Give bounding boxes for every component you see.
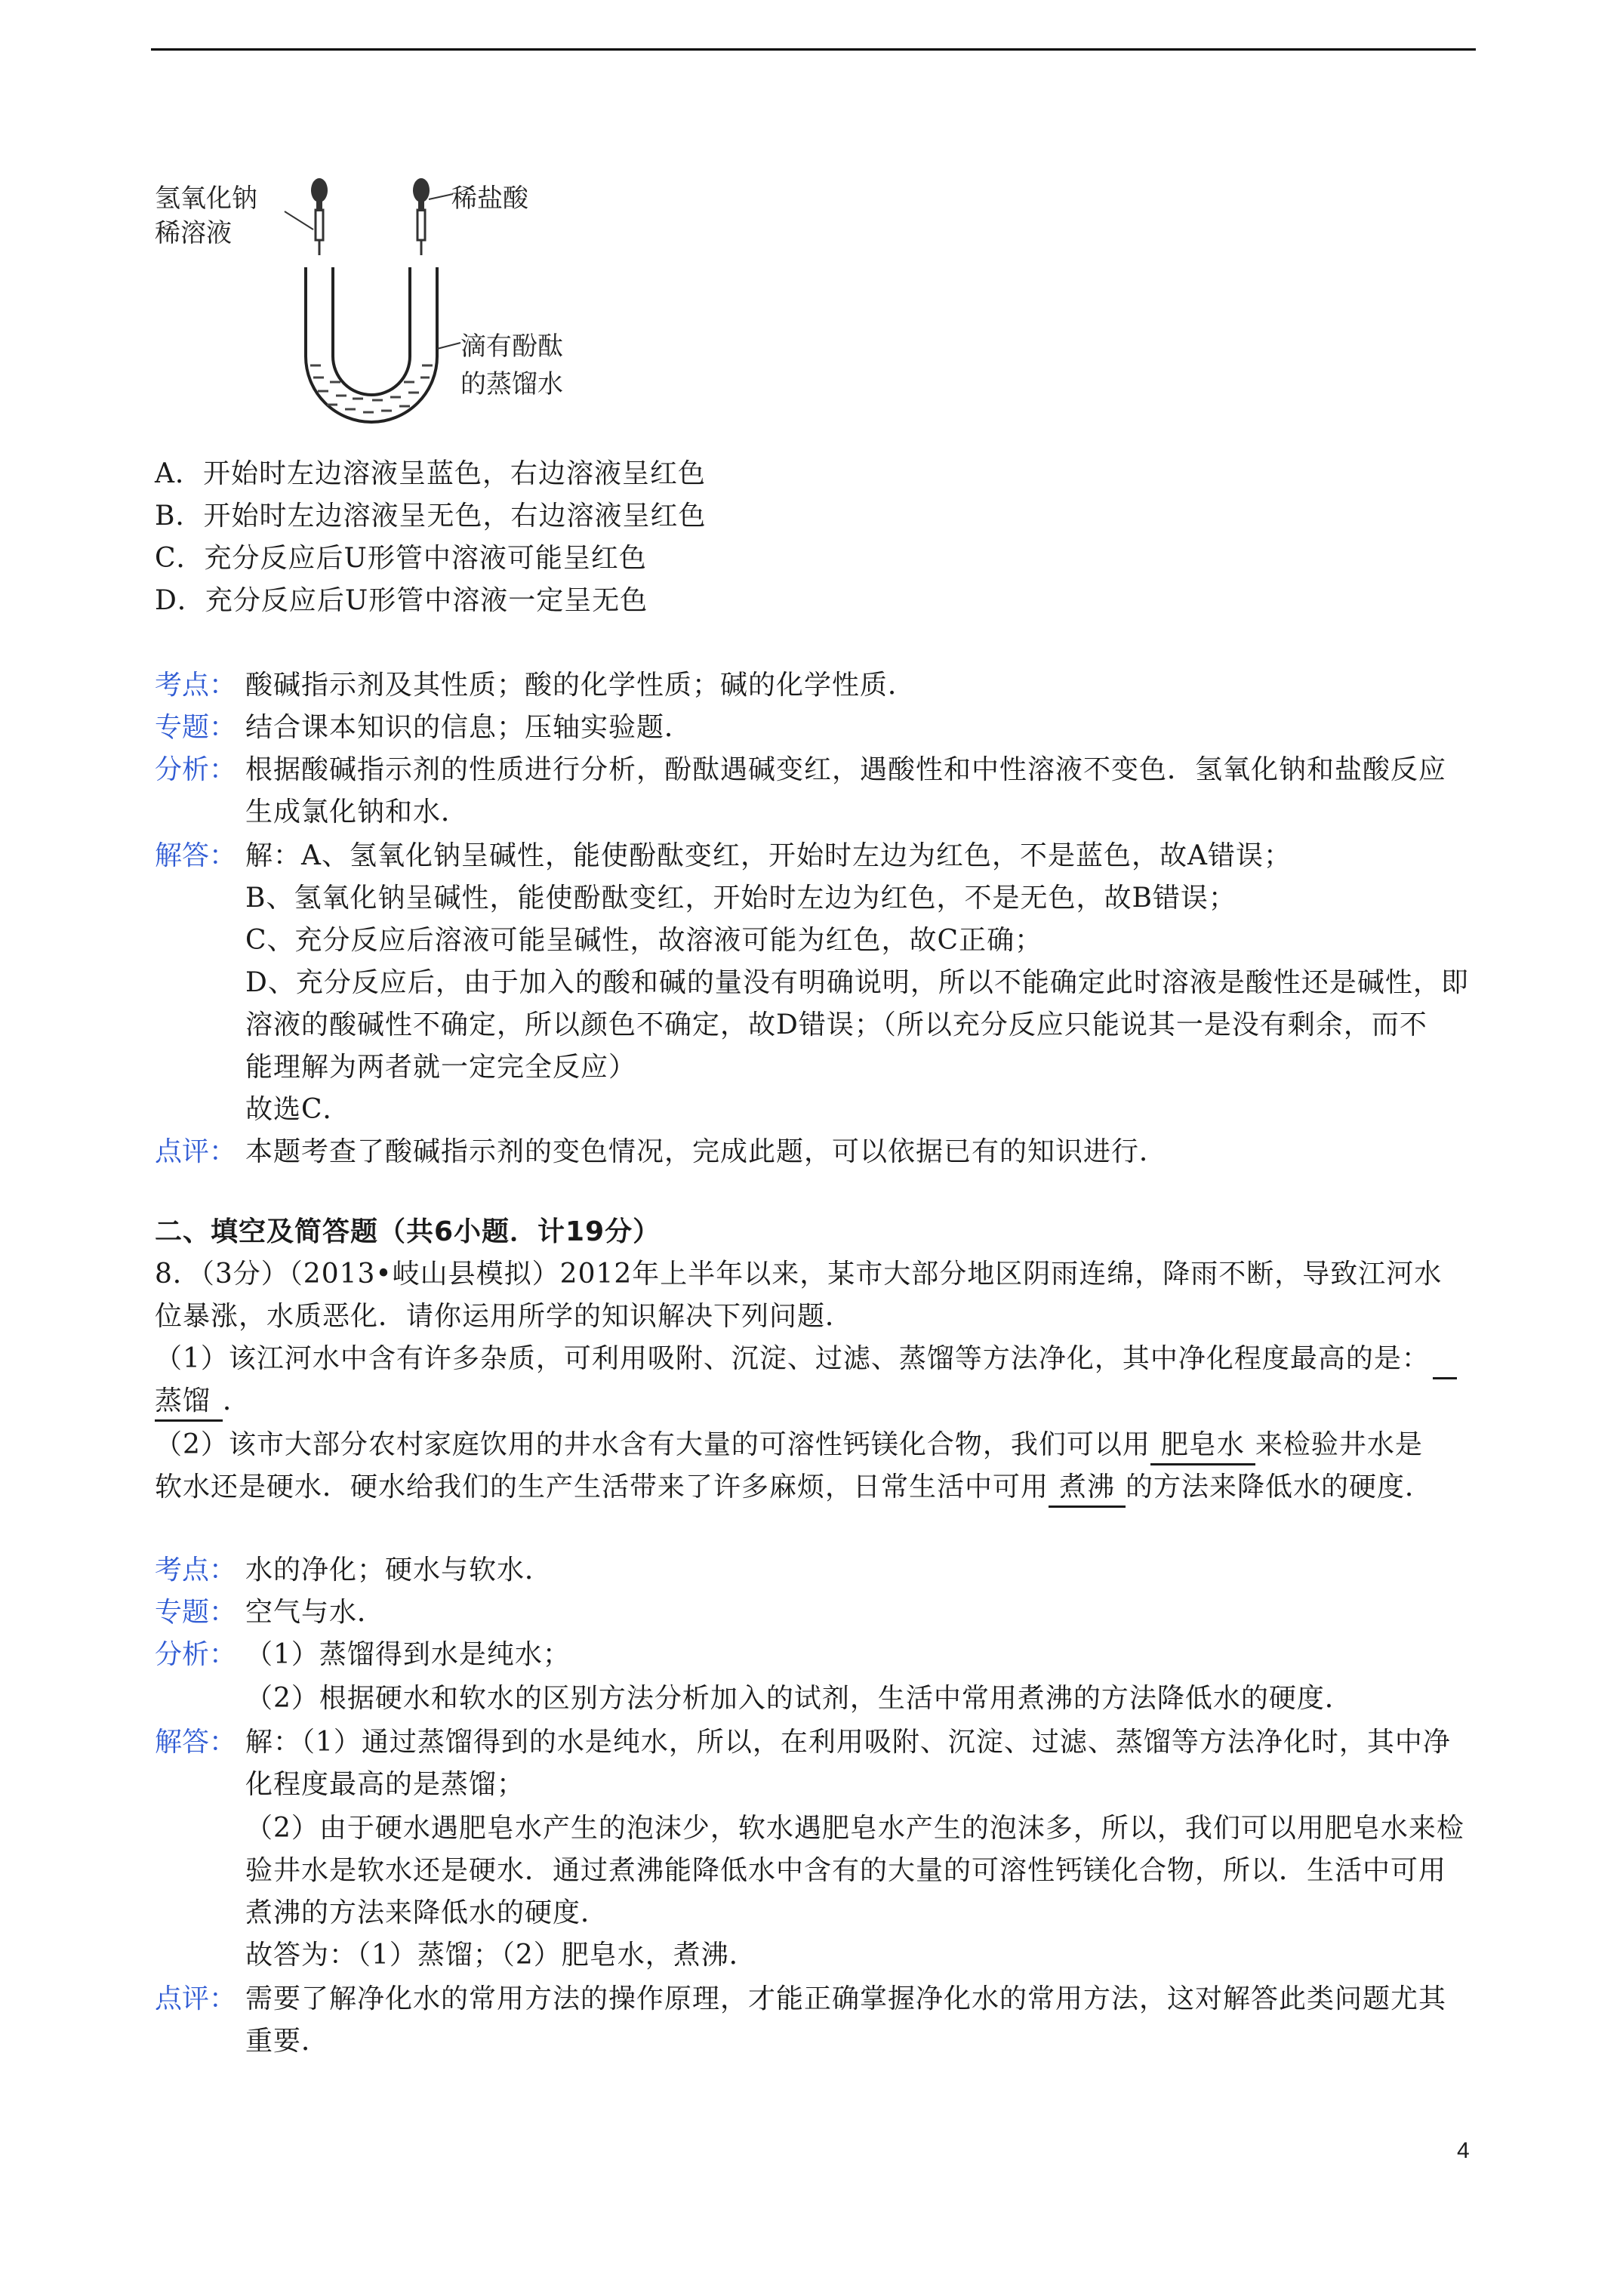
q7-jieda-line: 溶液的酸碱性不确定，所以颜色不确定，故D错误；（所以充分反应只能说其一是没有剩余，而不	[245, 1009, 1427, 1040]
right-dropper-icon	[413, 178, 430, 255]
header-rule	[151, 48, 1476, 51]
q7-fenxi-line: 根据酸碱指示剂的性质进行分析，酚酞遇碱变红，遇酸性和中性溶液不变色．氢氧化钠和盐酸反应	[245, 754, 1447, 785]
q8-dianping-line: 重要．	[245, 2026, 330, 2057]
q7-zhuanti: 结合课本知识的信息；压轴实验题．	[245, 712, 693, 743]
q7-fenxi-line: 生成氯化钠和水．	[245, 797, 470, 827]
label-naoh-line2: 稀溶液	[155, 218, 232, 248]
q8-part2-mid: 来检验井水是	[1255, 1429, 1423, 1460]
q8-kaodian-tag: 考点：	[155, 1555, 237, 1586]
q8-part2-line2-pre: 软水还是硬水．硬水给我们的生产生活带来了许多麻烦，日常生活中可用	[155, 1472, 1049, 1502]
label-water-line2: 的蒸馏水	[460, 369, 563, 399]
q7-kaodian: 酸碱指示剂及其性质；酸的化学性质；碱的化学性质．	[245, 670, 916, 701]
q7-jieda-line: C、充分反应后溶液可能呈碱性，故溶液可能为红色，故C正确；	[245, 925, 1043, 956]
q7-jieda-line: B、氢氧化钠呈碱性，能使酚酞变红，开始时左边为红色，不是无色，故B错误；	[245, 883, 1236, 914]
q8-dianping-line: 需要了解净化水的常用方法的操作原理，才能正确掌握净化水的常用方法，这对解答此类问题尤其	[245, 1983, 1447, 2014]
q7-fenxi-tag: 分析：	[155, 754, 237, 785]
q8-part1-answer: 蒸馏	[155, 1383, 223, 1422]
q7-kaodian-tag: 考点：	[155, 670, 237, 701]
q7-dianping: 本题考查了酸碱指示剂的变色情况，完成此题，可以依据已有的知识进行．	[245, 1136, 1168, 1167]
q8-part2-line2	[155, 1466, 1433, 1509]
q8-part2-line1	[155, 1424, 1423, 1466]
q8-jieda-line: 化程度最高的是蒸馏；	[245, 1769, 525, 1800]
q8-jieda-line: 验井水是软水还是硬水．通过煮沸能降低水中含有的大量的可溶性钙镁化合物，所以．生活中可用	[245, 1855, 1447, 1886]
q8-dianping-tag: 点评：	[155, 1983, 237, 2014]
q7-jieda-tag: 解答：	[155, 840, 237, 871]
q8-part1-answer-line	[155, 1380, 251, 1422]
label-naoh-line1: 氢氧化钠	[155, 183, 257, 214]
q8-jieda-line: 煮沸的方法来降低水的硬度．	[245, 1897, 609, 1928]
q8-part2-answer1: 肥皂水	[1150, 1427, 1255, 1465]
q8-fenxi-line: （2）根据硬水和软水的区别方法分析加入的试剂，生活中常用煮沸的方法降低水的硬度．	[245, 1683, 1353, 1714]
q8-jieda-line: （2）由于硬水遇肥皂水产生的泡沫少，软水遇肥皂水产生的泡沫多，所以，我们可以用肥皂水来检	[245, 1813, 1464, 1844]
q8-part2-pre: （2）该市大部分农村家庭饮用的井水含有大量的可溶性钙镁化合物，我们可以用	[155, 1429, 1150, 1460]
q7-dianping-tag: 点评：	[155, 1136, 237, 1167]
option-d: D．充分反应后U形管中溶液一定呈无色	[155, 585, 648, 616]
option-c: C．充分反应后U形管中溶液可能呈红色	[155, 543, 647, 574]
q8-part1-text	[155, 1338, 1457, 1380]
q8-stem-line: 位暴涨，水质恶化．请你运用所学的知识解决下列问题．	[155, 1301, 854, 1332]
u-tube-figure	[155, 168, 577, 439]
q8-kaodian: 水的净化；硬水与软水．	[245, 1555, 553, 1586]
label-water-line1: 滴有酚酞	[460, 331, 563, 362]
label-hcl: 稀盐酸	[451, 183, 528, 214]
q8-stem-line: 8．（3分）（2013•岐山县模拟）2012年上半年以来，某市大部分地区阴雨连绵，降雨不断，导致江河水	[155, 1259, 1443, 1290]
q8-fenxi-tag: 分析：	[155, 1639, 237, 1670]
q8-jieda-line: 解：（1）通过蒸馏得到的水是纯水，所以，在利用吸附、沉淀、过滤、蒸馏等方法净化时，其中净	[245, 1727, 1451, 1758]
option-a: A．开始时左边溶液呈蓝色，右边溶液呈红色	[155, 458, 706, 489]
q8-part2-line2-end: 的方法来降低水的硬度．	[1126, 1472, 1434, 1502]
q8-zhuanti: 空气与水．	[245, 1597, 386, 1628]
q8-part1-blank-start	[1433, 1341, 1457, 1379]
page-number: 4	[1457, 2138, 1470, 2163]
q8-zhuanti-tag: 专题：	[155, 1597, 237, 1628]
q8-part2-answer2: 煮沸	[1049, 1469, 1126, 1508]
q8-jieda-tag: 解答：	[155, 1727, 237, 1758]
section-heading: 二、填空及简答题（共6小题．计19分）	[155, 1216, 661, 1247]
q7-jieda-line: 能理解为两者就一定完全反应）	[245, 1052, 637, 1083]
q7-jieda-line: 解：A、氢氧化钠呈碱性，能使酚酞变红，开始时左边为红色，不是蓝色，故A错误；	[245, 840, 1292, 871]
left-dropper-icon	[311, 178, 328, 255]
option-b: B．开始时左边溶液呈无色，右边溶液呈红色	[155, 501, 707, 532]
q7-jieda-line: D、充分反应后，由于加入的酸和碱的量没有明确说明，所以不能确定此时溶液是酸性还是碱性，即	[245, 967, 1469, 998]
q8-fenxi-line: （1）蒸馏得到水是纯水；	[245, 1639, 571, 1670]
q7-zhuanti-tag: 专题：	[155, 712, 237, 743]
q7-jieda-line: 故选C．	[245, 1094, 351, 1125]
q8-jieda-line: 故答为：（1）蒸馏；（2）肥皂水，煮沸．	[245, 1940, 757, 1971]
q8-part1-question: （1）该江河水中含有许多杂质，可利用吸附、沉淀、过滤、蒸馏等方法净化，其中净化程度最高的是：	[155, 1343, 1430, 1374]
q8-part1-end: ．	[223, 1385, 251, 1416]
